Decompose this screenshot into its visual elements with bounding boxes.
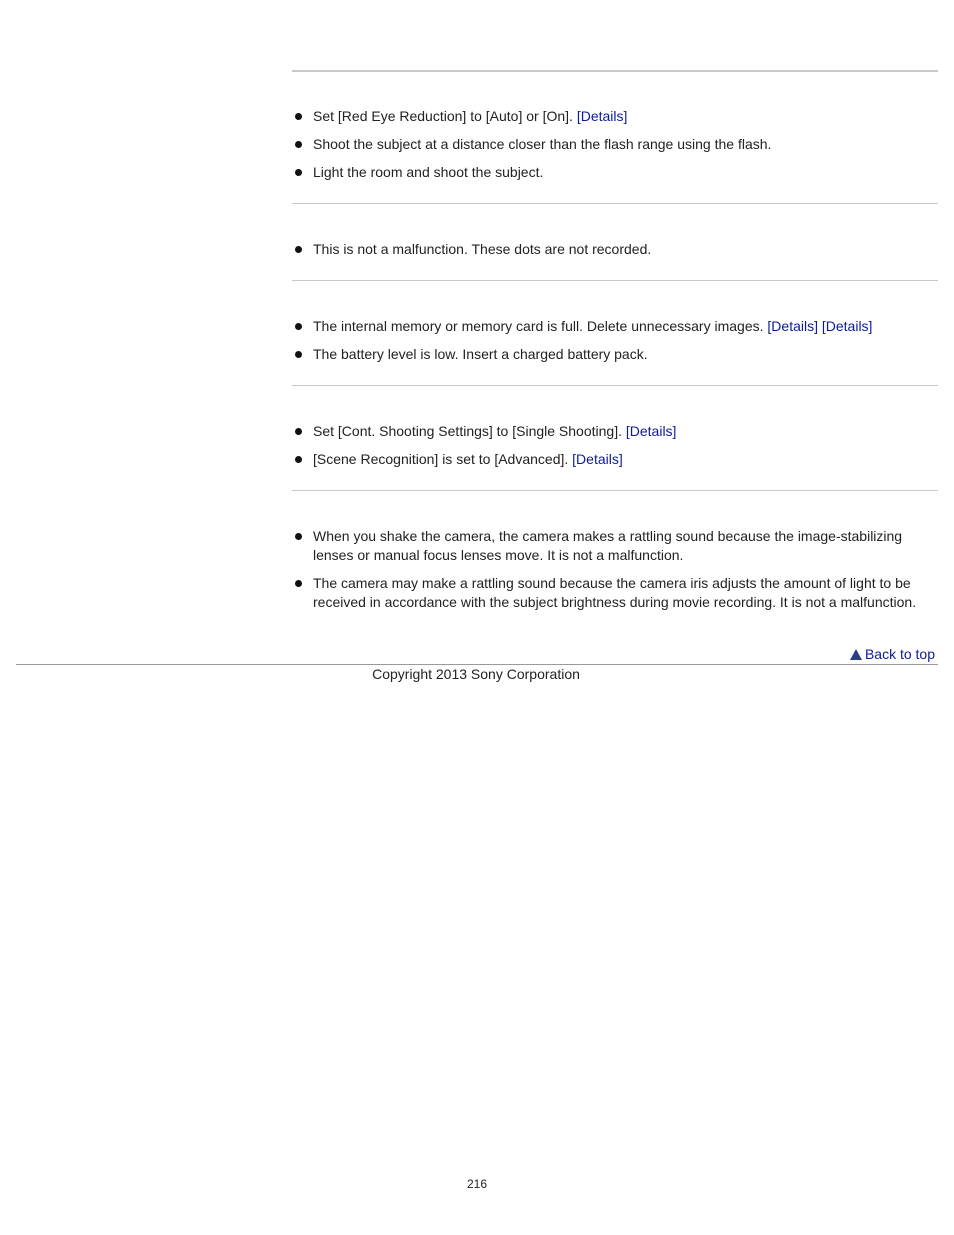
list-item xyxy=(292,345,938,364)
list-item xyxy=(292,527,938,565)
item-text: [Scene Recognition] is set to [Advanced]. xyxy=(313,451,573,467)
list-item xyxy=(292,135,938,154)
copyright-text: Copyright 2013 Sony Corporation xyxy=(372,666,580,682)
up-triangle-icon xyxy=(850,649,862,660)
details-link[interactable]: [Details] xyxy=(576,108,628,124)
item-text: When you shake the camera, the camera makes a rattling sound because the image-stabilizing lenses or manual focus lenses move. It is not a malfunction. xyxy=(313,528,903,563)
item-list xyxy=(292,422,938,469)
bullet-icon xyxy=(295,428,302,435)
back-to-top-bar xyxy=(16,645,938,665)
item-text: Set [Cont. Shooting Settings] to [Single Shooting]. xyxy=(313,423,626,439)
list-item xyxy=(292,317,938,336)
item-text: This is not a malfunction. These dots are not recorded. xyxy=(313,241,652,257)
details-link[interactable]: [Details] xyxy=(821,318,873,334)
item-list xyxy=(292,107,938,182)
bullet-icon xyxy=(295,169,302,176)
details-link[interactable]: [Details] xyxy=(572,451,623,467)
list-item xyxy=(292,240,938,259)
list-item xyxy=(292,107,938,126)
section-memory-full xyxy=(292,280,938,385)
item-list xyxy=(292,240,938,259)
item-text: The battery level is low. Insert a charged battery pack. xyxy=(313,346,648,362)
item-list xyxy=(292,317,938,364)
item-list xyxy=(292,527,938,612)
item-text: Set [Red Eye Reduction] to [Auto] or [On]. xyxy=(313,108,577,124)
page-number: 216 xyxy=(466,1177,488,1191)
item-text: Shoot the subject at a distance closer than the flash range using the flash. xyxy=(313,136,772,152)
bullet-icon xyxy=(295,580,302,587)
bullet-icon xyxy=(295,323,302,330)
bullet-icon xyxy=(295,141,302,148)
troubleshooting-content xyxy=(292,70,938,633)
bullet-icon xyxy=(295,351,302,358)
item-text: Light the room and shoot the subject. xyxy=(313,164,544,180)
section-red-eye xyxy=(292,70,938,203)
bullet-icon xyxy=(295,246,302,253)
section-rattling-sound xyxy=(292,490,938,633)
list-item xyxy=(292,422,938,441)
details-link[interactable]: [Details] xyxy=(625,423,677,439)
back-to-top-link[interactable] xyxy=(850,645,935,664)
bullet-icon xyxy=(295,533,302,540)
bullet-icon xyxy=(295,456,302,463)
bullet-icon xyxy=(295,113,302,120)
section-dots xyxy=(292,203,938,280)
back-to-top-label: Back to top xyxy=(864,646,935,662)
list-item xyxy=(292,163,938,182)
details-link[interactable]: [Details] xyxy=(767,318,818,334)
list-item xyxy=(292,450,938,469)
item-text: The camera may make a rattling sound because the camera iris adjusts the amount of light to be received in accordance with the subject brightness during movie recording. It is not a malfunction. xyxy=(313,575,917,610)
item-text: The internal memory or memory card is full. Delete unnecessary images. xyxy=(313,318,768,334)
section-continuous-shooting xyxy=(292,385,938,490)
list-item xyxy=(292,574,938,612)
